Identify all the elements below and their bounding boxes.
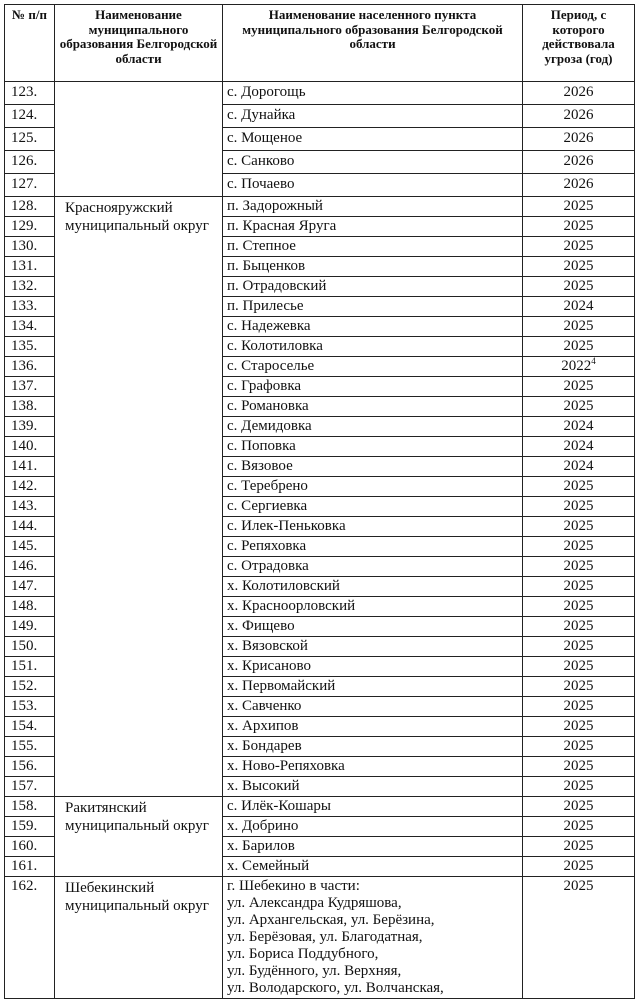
period-year: 2025 (523, 717, 635, 737)
settlement-name: п. Красная Яруга (223, 217, 523, 237)
settlement-name: с. Графовка (223, 377, 523, 397)
settlement-name: х. Колотиловский (223, 577, 523, 597)
settlement-name: с. Дунайка (223, 105, 523, 128)
settlement-name: с. Дорогощь (223, 82, 523, 105)
settlement-name: с. Санково (223, 151, 523, 174)
municipality-cell: Краснояружский муниципальный округ (55, 197, 223, 797)
period-year: 2025 (523, 277, 635, 297)
row-number: 160. (5, 837, 55, 857)
period-year: 2025 (523, 317, 635, 337)
row-number: 133. (5, 297, 55, 317)
settlement-name: с. Репяховка (223, 537, 523, 557)
period-year: 2025 (523, 837, 635, 857)
header-municipality: Наименование муниципального образования Белгородской области (55, 5, 223, 82)
row-number: 143. (5, 497, 55, 517)
row-number: 142. (5, 477, 55, 497)
row-number: 138. (5, 397, 55, 417)
period-year: 2025 (523, 757, 635, 777)
period-year: 2026 (523, 105, 635, 128)
row-number: 136. (5, 357, 55, 377)
table-row (5, 877, 635, 999)
row-number: 156. (5, 757, 55, 777)
period-year: 2025 (523, 877, 635, 999)
settlement-name: с. Теребрено (223, 477, 523, 497)
period-year: 2025 (523, 677, 635, 697)
settlement-name: х. Семейный (223, 857, 523, 877)
row-number: 126. (5, 151, 55, 174)
settlement-name: с. Староселье (223, 357, 523, 377)
settlement-name: с. Отрадовка (223, 557, 523, 577)
settlement-name: х. Архипов (223, 717, 523, 737)
period-year: 2025 (523, 377, 635, 397)
settlement-name: х. Фищево (223, 617, 523, 637)
settlement-name: с. Демидовка (223, 417, 523, 437)
settlement-name: х. Вязовской (223, 637, 523, 657)
settlement-name (223, 877, 523, 999)
row-number: 153. (5, 697, 55, 717)
row-number: 131. (5, 257, 55, 277)
period-year: 2025 (523, 857, 635, 877)
period-year: 2026 (523, 174, 635, 197)
row-number: 135. (5, 337, 55, 357)
row-number: 128. (5, 197, 55, 217)
settlement-name: с. Колотиловка (223, 337, 523, 357)
settlement-name: с. Илек-Пеньковка (223, 517, 523, 537)
settlement-name: с. Вязовое (223, 457, 523, 477)
row-number: 151. (5, 657, 55, 677)
period-year: 2025 (523, 597, 635, 617)
settlement-line: ул. Будённого, ул. Верхняя, (227, 963, 402, 979)
row-number: 158. (5, 797, 55, 817)
period-year: 2025 (523, 497, 635, 517)
municipality-cell (55, 82, 223, 197)
period-year: 2025 (523, 517, 635, 537)
period-year: 2025 (523, 637, 635, 657)
period-year: 2025 (523, 537, 635, 557)
row-number: 125. (5, 128, 55, 151)
row-number: 159. (5, 817, 55, 837)
period-year: 2025 (523, 477, 635, 497)
period-year: 2025 (523, 397, 635, 417)
row-number: 152. (5, 677, 55, 697)
row-number: 145. (5, 537, 55, 557)
row-number: 141. (5, 457, 55, 477)
table-header-row (5, 5, 635, 82)
table-row (5, 82, 635, 105)
row-number: 146. (5, 557, 55, 577)
period-year: 2024 (523, 417, 635, 437)
footnote-marker: 4 (591, 356, 596, 366)
settlement-name: х. Барилов (223, 837, 523, 857)
table-row (5, 197, 635, 217)
row-number: 149. (5, 617, 55, 637)
row-number: 130. (5, 237, 55, 257)
settlement-name: х. Бондарев (223, 737, 523, 757)
period-year: 2025 (523, 557, 635, 577)
row-number: 127. (5, 174, 55, 197)
row-number: 124. (5, 105, 55, 128)
settlement-name: х. Высокий (223, 777, 523, 797)
settlement-name: х. Крисаново (223, 657, 523, 677)
row-number: 129. (5, 217, 55, 237)
row-number: 137. (5, 377, 55, 397)
period-year: 2025 (523, 777, 635, 797)
period-year: 2026 (523, 128, 635, 151)
row-number: 155. (5, 737, 55, 757)
settlement-name: п. Отрадовский (223, 277, 523, 297)
row-number: 140. (5, 437, 55, 457)
settlement-name: х. Ново-Репяховка (223, 757, 523, 777)
period-year: 2025 (523, 817, 635, 837)
settlement-line: ул. Володарского, ул. Волчанская, (227, 980, 444, 996)
settlement-name: п. Степное (223, 237, 523, 257)
settlement-line: ул. Бориса Поддубного, (227, 946, 379, 962)
period-year: 2026 (523, 151, 635, 174)
period-year: 2025 (523, 577, 635, 597)
row-number: 123. (5, 82, 55, 105)
settlement-line: г. Шебекино в части: (227, 878, 360, 894)
settlement-name: с. Сергиевка (223, 497, 523, 517)
period-year: 2024 (523, 297, 635, 317)
settlement-line: ул. Александра Кудряшова, (227, 895, 402, 911)
settlement-name: п. Быценков (223, 257, 523, 277)
period-year: 2025 (523, 337, 635, 357)
period-year: 2025 (523, 217, 635, 237)
header-number: № п/п (5, 5, 55, 82)
settlement-name: х. Красноорловский (223, 597, 523, 617)
municipality-cell: Ракитянский муниципальный округ (55, 797, 223, 877)
settlement-name: с. Надежевка (223, 317, 523, 337)
row-number: 134. (5, 317, 55, 337)
row-number: 161. (5, 857, 55, 877)
settlement-name: с. Романовка (223, 397, 523, 417)
row-number: 147. (5, 577, 55, 597)
row-number: 132. (5, 277, 55, 297)
row-number: 154. (5, 717, 55, 737)
table-row (5, 797, 635, 817)
settlement-name: с. Мощеное (223, 128, 523, 151)
settlements-table (4, 4, 635, 999)
settlement-line: ул. Берёзовая, ул. Благодатная, (227, 929, 423, 945)
settlement-line: ул. Архангельская, ул. Берёзина, (227, 912, 435, 928)
period-year: 2025 (523, 257, 635, 277)
settlement-name: с. Почаево (223, 174, 523, 197)
period-year: 2024 (523, 457, 635, 477)
header-settlement: Наименование населенного пункта муниципального образования Белгородской области (223, 5, 523, 82)
table-body (5, 82, 635, 999)
period-year: 2024 (523, 437, 635, 457)
period-year: 2026 (523, 82, 635, 105)
municipality-cell: Шебекинский муниципальный округ (55, 877, 223, 999)
settlement-name: х. Первомайский (223, 677, 523, 697)
period-year: 2025 (523, 657, 635, 677)
row-number: 162. (5, 877, 55, 999)
settlement-name: х. Савченко (223, 697, 523, 717)
period-year: 2022$^4$ (523, 357, 635, 377)
settlement-name: п. Прилесье (223, 297, 523, 317)
period-year: 2025 (523, 737, 635, 757)
settlement-name: с. Поповка (223, 437, 523, 457)
header-period: Период, с которого действовала угроза (год) (523, 5, 635, 82)
settlement-name: п. Задорожный (223, 197, 523, 217)
period-year: 2025 (523, 697, 635, 717)
period-year: 2025 (523, 617, 635, 637)
row-number: 144. (5, 517, 55, 537)
row-number: 157. (5, 777, 55, 797)
period-year: 2025 (523, 797, 635, 817)
period-year: 2025 (523, 237, 635, 257)
period-year: 2025 (523, 197, 635, 217)
settlement-name: с. Илёк-Кошары (223, 797, 523, 817)
row-number: 139. (5, 417, 55, 437)
settlement-name: х. Добрино (223, 817, 523, 837)
row-number: 148. (5, 597, 55, 617)
row-number: 150. (5, 637, 55, 657)
